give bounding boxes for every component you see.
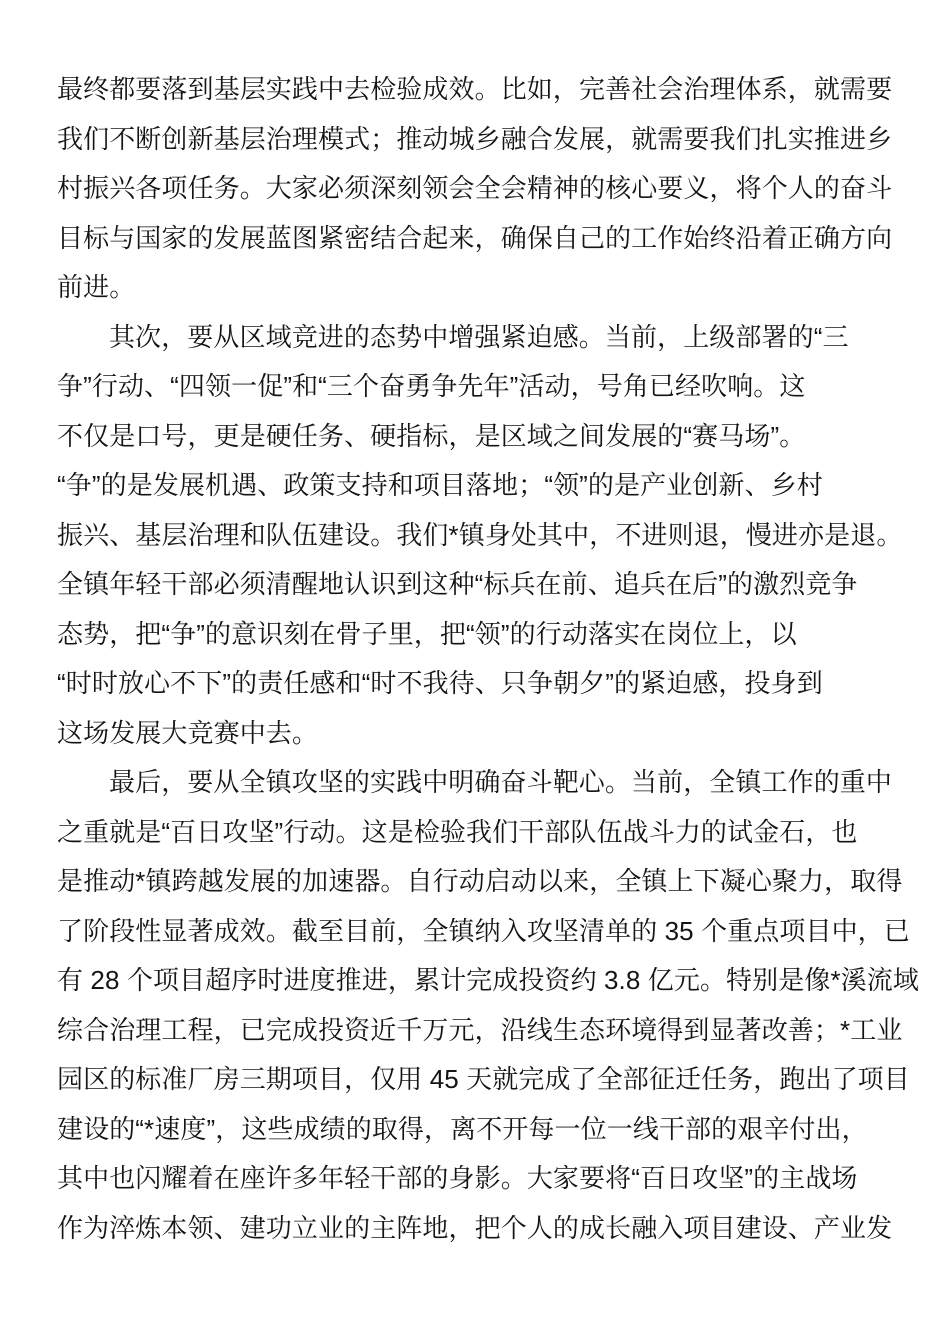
text-line: 最后，要从全镇攻坚的实践中明确奋斗靶心。当前，全镇工作的重中 <box>109 767 893 797</box>
text-line: 这场发展大竞赛中去。 <box>57 717 319 748</box>
text-line: 全镇年轻干部必须清醒地认识到这种“标兵在前、追兵在后”的激烈竞争 <box>57 569 858 599</box>
text-line: 园区的标准厂房三期项目，仅用 45 天就完成了全部征迁任务，跑出了项目 <box>57 1064 910 1094</box>
text-line: “争”的是发展机遇、政策支持和项目落地；“领”的是产业创新、乡村 <box>57 470 823 500</box>
text-line: 有 28 个项目超序时进度推进，累计完成投资约 3.8 亿元。特别是像*溪流域 <box>57 965 919 995</box>
paragraph <box>57 313 902 759</box>
paragraph <box>57 758 919 1253</box>
text-line: 之重就是“百日攻坚”行动。这是检验我们干部队伍战斗力的试金石，也 <box>57 816 858 847</box>
text-line: 综合治理工程，已完成投资近千万元，沿线生态环境得到显著改善；*工业 <box>57 1014 903 1045</box>
text-line: 了阶段性显著成效。截至目前，全镇纳入攻坚清单的 35 个重点项目中，已 <box>57 915 910 946</box>
text-line: 最终都要落到基层实践中去检验成效。比如，完善社会治理体系，就需要 <box>57 74 893 104</box>
paragraph <box>57 65 902 313</box>
text-line: 村振兴各项任务。大家必须深刻领会全会精神的核心要义，将个人的奋斗 <box>57 173 893 203</box>
text-line: 前进。 <box>57 272 136 302</box>
text-line: 目标与国家的发展蓝图紧密结合起来，确保自己的工作始终沿着正确方向 <box>57 222 893 253</box>
text-line: 我们不断创新基层治理模式；推动城乡融合发展，就需要我们扎实推进乡 <box>57 123 893 154</box>
text-line: 其中也闪耀着在座许多年轻干部的身影。大家要将“百日攻坚”的主战场 <box>57 1163 858 1193</box>
text-line: 态势，把“争”的意识刻在骨子里，把“领”的行动落实在岗位上，以 <box>57 618 797 649</box>
text-line: 振兴、基层治理和队伍建设。我们*镇身处其中，不进则退，慢进亦是退。 <box>57 519 903 550</box>
text-line: 争”行动、“四领一促”和“三个奋勇争先年”活动，号角已经吹响。这 <box>57 371 806 401</box>
text-line: 是推动*镇跨越发展的加速器。自行动启动以来，全镇上下凝心聚力，取得 <box>57 866 903 896</box>
text-line: 建设的“*速度”，这些成绩的取得，离不开每一位一线干部的艰辛付出， <box>57 1113 868 1144</box>
text-line: “时时放心不下”的责任感和“时不我待、只争朝夕”的紧迫感，投身到 <box>57 668 823 698</box>
text-line: 作为淬炼本领、建功立业的主阵地，把个人的成长融入项目建设、产业发 <box>57 1212 893 1243</box>
text-line: 其次，要从区域竞进的态势中增强紧迫感。当前，上级部署的“三 <box>109 321 849 352</box>
document-body <box>57 65 919 1253</box>
text-line: 不仅是口号，更是硬任务、硬指标，是区域之间发展的“赛马场”。 <box>57 420 806 451</box>
